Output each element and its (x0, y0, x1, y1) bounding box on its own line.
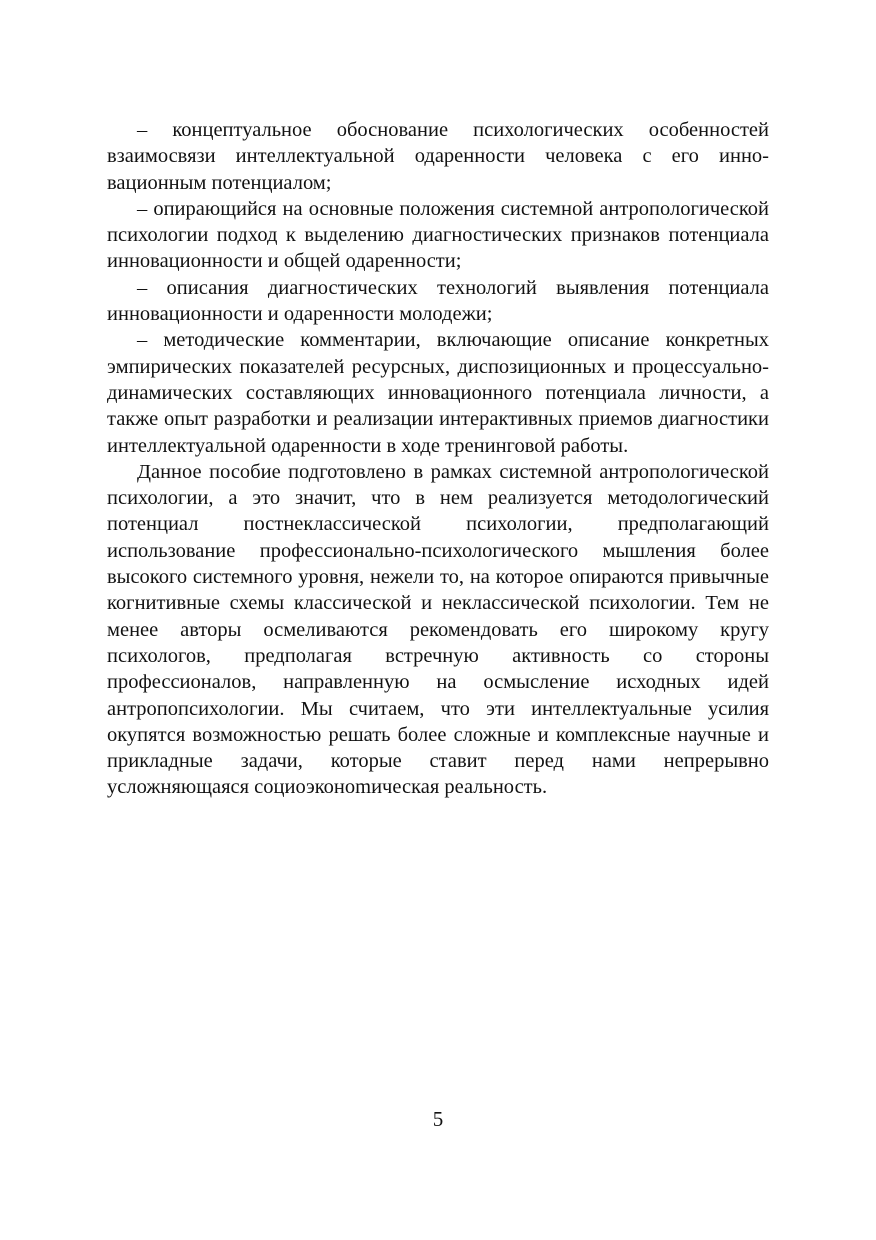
list-item-diagnostic-approach: – опирающийся на основные положения системной антропологической психологии подход к выделению диагностических признаков потенциала инновационности и общей одаренности; (107, 197, 769, 273)
list-item-conceptual-basis: – концептуальное обоснование психологических особенностей взаимосвязи интеллектуальной одаренности человека с его инновационным потенциалом; (107, 119, 769, 194)
paragraph-manual-description: Данное пособие подготовлено в рамках системной антропологической психологии, а это значит, что в нем реализуется методологический потенциал постнеклассической психологии, предполагающий использование профессионально-психологического мышления более высокого системного уровня, нежели то, на которое опираются привычные когнитивные схемы классической и неклассической психологии. Тем не менее авторы осмеливаются рекомендовать его широкому кругу психологов, предполагая встречную активность со стороны профессионалов, направленную на осмысление исходных идей антропопсихологии. Мы считаем, что эти интеллектуальные усилия окупятся возможностью решать более сложные и комплексные научные и прикладные задачи, которые ставит перед нами непрерывно усложняющаяся социоэконоmическая реальность. (107, 460, 769, 799)
page-number: 5 (432, 1107, 444, 1131)
body-text (107, 117, 769, 801)
list-item-methodical-comments: – методические комментарии, включающие описание конкретных эмпирических показателей ресурсных, диспозиционных и процессуально-динамических составляющих инновационного потенциала личности, а также опыт разработки и реализации интерактивных приемов диагностики интеллектуальной одаренности в ходе тренинговой работы. (107, 329, 769, 457)
list-item-diagnostic-technologies: – описания диагностических технологий выявления потенциала инновационности и одаренности молодежи; (107, 276, 769, 326)
